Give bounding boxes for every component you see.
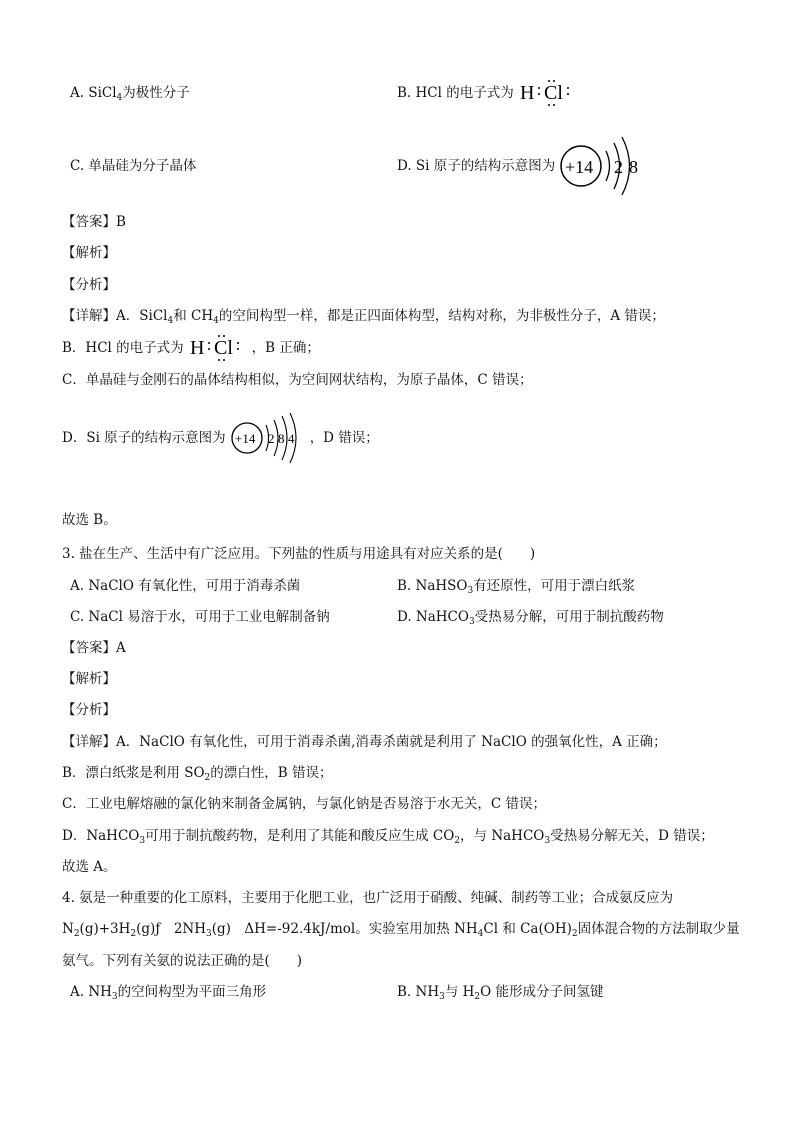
subscript: 2 <box>454 836 461 846</box>
q3-answer-label <box>62 639 126 657</box>
conclusion <box>62 511 117 529</box>
q4-option-b <box>397 983 604 1001</box>
subscript: 4 <box>477 929 484 939</box>
text-segment: 3. 盐在生产、生活中有广泛应用。下列盐的性质与用途具有对应关系的是( ) <box>62 546 536 562</box>
q3-detail-a <box>62 733 667 751</box>
text-segment: Cl 和 Ca(OH) <box>483 921 572 937</box>
text-segment: D. NaHCO <box>397 609 469 625</box>
text-segment: 氨气。下列有关氨的说法正确的是( ) <box>62 953 303 969</box>
option-b <box>397 78 582 108</box>
text-run <box>62 827 714 845</box>
text-segment: D. Si 原子的结构示意图为 <box>397 158 556 174</box>
text-run <box>397 983 604 1001</box>
question-4-equation <box>62 920 740 938</box>
text-segment: 4. 氨是一种重要的化工原料，主要用于化肥工业，也广泛用于硝酸、纯碱、制药等工业；合成氨反应为 <box>62 890 674 906</box>
text-segment: 【分析】 <box>62 702 116 718</box>
text-run <box>62 952 302 970</box>
detail-b <box>62 333 320 363</box>
text-run <box>62 545 535 563</box>
q4-option-a <box>70 983 266 1001</box>
text-run <box>62 795 546 813</box>
subscript: 2 <box>204 773 211 783</box>
text-segment: O 能形成分子间氢键 <box>480 984 604 1000</box>
text-run <box>62 858 117 876</box>
text-segment: ，D 错误； <box>309 430 379 446</box>
text-run <box>62 701 116 719</box>
text-segment: D．Si 原子的结构示意图为 <box>62 430 226 446</box>
text-segment: C. NaCl 易溶于水，可用于工业电解制备钠 <box>70 609 330 625</box>
svg-text:Cl: Cl <box>543 82 563 104</box>
text-segment: (g)+3H <box>79 921 131 937</box>
text-segment: 故选 B。 <box>62 512 117 528</box>
text-segment: A. SiCl <box>70 85 117 101</box>
si-atom-structure-diagram-analysis <box>230 412 306 464</box>
text-run <box>397 608 664 626</box>
text-run <box>62 339 184 357</box>
text-run <box>70 84 190 102</box>
text-segment: 受热易分解无关，D 错误； <box>550 828 714 844</box>
text-run <box>70 608 330 626</box>
text-segment: D．NaHCO <box>62 828 140 844</box>
q3-option-a <box>70 577 300 595</box>
text-segment: N <box>62 921 74 937</box>
text-run <box>62 920 740 938</box>
detail-c <box>62 371 532 389</box>
text-run <box>70 577 300 595</box>
answer-label <box>62 213 126 231</box>
text-segment: 【解析】 <box>62 245 116 261</box>
q3-detail-b <box>62 764 332 782</box>
text-segment: B. HCl 的电子式为 <box>397 85 514 101</box>
text-segment: 【解析】 <box>62 671 116 687</box>
q3-conclusion <box>62 858 117 876</box>
text-run <box>62 244 116 262</box>
subscript: 3 <box>439 992 445 1002</box>
hcl-electron-dot-diagram <box>518 78 578 108</box>
svg-text:Cl: Cl <box>213 337 233 359</box>
text-segment: 的漂白性，B 错误； <box>210 765 333 781</box>
text-run <box>70 157 196 175</box>
text-run <box>397 84 514 102</box>
question-4-prompt <box>62 952 302 970</box>
subscript: 4 <box>213 316 219 326</box>
subscript: 3 <box>468 617 475 627</box>
q3-fenxi-heading <box>62 701 116 719</box>
text-segment: B. NH <box>397 984 440 1000</box>
svg-text:4: 4 <box>287 431 295 446</box>
question-3-stem <box>62 545 535 563</box>
text-segment: 可用于制抗酸药物，是利用了其能和酸反应生成 CO <box>145 828 455 844</box>
text-segment: A. NH <box>70 984 112 1000</box>
text-segment: 【详解】A．SiCl <box>62 308 168 324</box>
q3-option-d <box>397 608 664 626</box>
text-segment: 与 H <box>444 984 475 1000</box>
text-segment: 【详解】A．NaClO 有氧化性，可用于消毒杀菌,消毒杀菌就是利用了 NaClO 的强氧化性，A 正确； <box>62 734 667 750</box>
text-run <box>62 764 332 782</box>
detail-d <box>62 412 379 464</box>
hcl-electron-dot-diagram-analysis <box>188 333 248 363</box>
svg-text:H: H <box>519 82 535 104</box>
text-segment: 的空间构型为平面三角形 <box>117 984 267 1000</box>
subscript: 3 <box>139 836 146 846</box>
text-run <box>62 307 665 325</box>
text-segment: 故选 A。 <box>62 859 117 875</box>
text-run <box>62 639 126 657</box>
option-d <box>397 136 653 196</box>
text-segment: ，与 NaHCO <box>460 828 545 844</box>
q3-option-b <box>397 577 635 595</box>
q3-option-c <box>70 608 330 626</box>
text-segment: B．HCl 的电子式为 <box>62 340 184 356</box>
subscript: 4 <box>116 93 123 103</box>
text-segment: 【分析】 <box>62 277 116 293</box>
svg-text:2: 2 <box>614 157 624 177</box>
text-run <box>70 983 266 1001</box>
subscript: 2 <box>73 929 80 939</box>
q3-analysis-heading <box>62 670 116 688</box>
svg-text:8: 8 <box>629 157 639 177</box>
svg-text:H: H <box>189 337 205 359</box>
text-segment: 有还原性，可用于漂白纸浆 <box>473 578 636 594</box>
text-segment: C．工业电解熔融的氯化钠来制备金属钠，与氯化钠是否易溶于水无关，C 错误； <box>62 796 546 812</box>
text-segment: 固体混合物的方法制取少量 <box>577 921 740 937</box>
fenxi-heading <box>62 276 116 294</box>
text-run <box>62 511 117 529</box>
subscript: 3 <box>206 929 212 939</box>
q3-detail-d <box>62 827 714 845</box>
text-segment: B. NaHSO <box>397 578 468 594</box>
subscript: 4 <box>167 316 174 326</box>
text-run <box>62 889 673 907</box>
si-atom-structure-diagram <box>559 136 649 196</box>
subscript: 3 <box>544 836 551 846</box>
text-segment: C．单晶硅与金刚石的晶体结构相似，为空间网状结构，为原子晶体，C 错误； <box>62 372 533 388</box>
subscript: 3 <box>467 586 474 596</box>
text-run <box>62 429 226 447</box>
subscript: 2 <box>130 929 137 939</box>
svg-text:+14: +14 <box>565 157 594 177</box>
text-segment: (g) ΔH=-92.4kJ/mol。实验室用加热 NH <box>211 921 478 937</box>
subscript: 3 <box>111 992 118 1002</box>
svg-text:2: 2 <box>267 431 275 446</box>
option-c <box>70 157 196 175</box>
detail-a <box>62 307 665 325</box>
text-segment: ，B 正确； <box>251 340 320 356</box>
analysis-heading <box>62 244 116 262</box>
question-4-stem <box>62 889 673 907</box>
subscript: 2 <box>474 992 481 1002</box>
text-run <box>62 276 116 294</box>
text-run <box>310 429 379 447</box>
svg-text:+14: +14 <box>234 431 256 446</box>
text-segment: 的空间构型一样，都是正四面体构型，结构对称，为非极性分子，A 错误； <box>218 308 665 324</box>
text-segment: 为极性分子 <box>122 85 190 101</box>
text-segment: A. NaClO 有氧化性，可用于消毒杀菌 <box>70 578 301 594</box>
q3-detail-c <box>62 795 546 813</box>
text-run <box>62 670 116 688</box>
text-run <box>397 157 555 175</box>
text-run <box>62 213 126 231</box>
text-run <box>62 733 667 751</box>
svg-text:8: 8 <box>277 431 285 446</box>
text-run <box>62 371 532 389</box>
text-run <box>252 339 320 357</box>
text-segment: 【答案】B <box>62 214 126 230</box>
text-segment: 受热易分解，可用于制抗酸药物 <box>474 609 664 625</box>
text-segment: 和 CH <box>173 308 214 324</box>
text-segment: B．漂白纸浆是利用 SO <box>62 765 205 781</box>
text-segment: 【答案】A <box>62 640 126 656</box>
subscript: 2 <box>571 929 578 939</box>
text-run <box>397 577 635 595</box>
text-segment: (g)ƒ 2NH <box>136 921 206 937</box>
option-a <box>70 84 190 102</box>
text-segment: C. 单晶硅为分子晶体 <box>70 158 197 174</box>
